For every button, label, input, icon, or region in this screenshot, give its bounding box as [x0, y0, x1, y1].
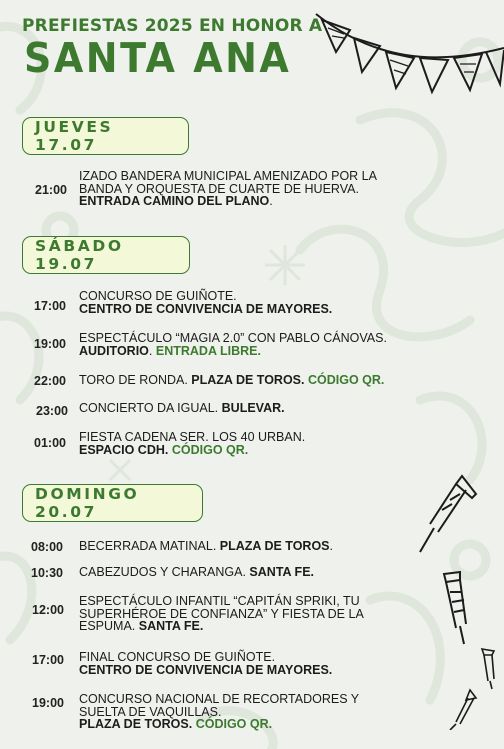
location-text: CENTRO DE CONVIVENCIA DE MAYORES. [79, 301, 333, 316]
event-description-line [79, 303, 439, 316]
day-label: JUEVES 17.07 [35, 118, 114, 154]
day-header-jueves [22, 117, 189, 155]
event-time: 10:30 [31, 566, 63, 580]
event-time: 17:00 [34, 299, 66, 313]
event-description [79, 374, 439, 387]
description-text: . [148, 343, 156, 358]
description-text: CONCURSO NACIONAL DE RECORTADORES Y [79, 692, 360, 706]
location-text: AUDITORIO [79, 343, 149, 358]
day-header-domingo [22, 484, 203, 522]
description-text: BANDA Y ORQUESTA DE CUARTE DE HUERVA. [79, 181, 359, 196]
location-text: ESPACIO CDH. [79, 442, 172, 457]
rocket-icon [448, 686, 478, 730]
location-text: SANTA FE. [249, 565, 315, 579]
location-text: ENTRADA CAMINO DEL PLANO [79, 194, 270, 208]
day-header-sabado [22, 236, 190, 274]
page-title: SANTA ANA [24, 34, 292, 82]
description-text: CABEZUDOS Y CHARANGA. [79, 565, 250, 579]
event-description-line [79, 402, 439, 415]
highlight-text: CÓDIGO QR. [307, 373, 385, 387]
highlight-text: CÓDIGO QR. [171, 442, 249, 457]
event-description [79, 693, 439, 731]
event-description [79, 332, 439, 357]
event-description [79, 431, 439, 456]
rocket-icon [436, 568, 476, 648]
event-time: 22:00 [34, 374, 66, 388]
event-description-line [79, 374, 439, 387]
description-text: ESPECTÁCULO INFANTIL “CAPITÁN SPRIKI, TU [79, 594, 360, 608]
event-description-line [79, 718, 439, 731]
event-description [79, 540, 439, 553]
rocket-icon [478, 645, 504, 691]
event-description [79, 651, 439, 676]
event-time: 23:00 [36, 404, 68, 418]
event-description-line [79, 664, 439, 677]
location-text: BULEVAR. [221, 401, 285, 415]
description-text: ESPUMA. [79, 619, 139, 633]
description-text: . [329, 539, 333, 553]
event-description [79, 290, 439, 315]
event-time: 12:00 [32, 603, 64, 617]
event-description-line [79, 444, 439, 457]
description-text: CONCIERTO DA IGUAL. [79, 401, 222, 415]
event-time: 01:00 [34, 436, 66, 450]
event-description [79, 170, 439, 208]
event-time: 19:00 [32, 696, 64, 710]
description-text: CONCURSO DE GUIÑOTE. [79, 289, 237, 303]
location-text: PLAZA DE TOROS. [191, 373, 308, 387]
description-text: IZADO BANDERA MUNICIPAL AMENIZADO POR LA [79, 169, 377, 183]
description-text: SUELTA DE VAQUILLAS. [79, 704, 222, 719]
highlight-text: ENTRADA LIBRE. [155, 343, 261, 358]
location-text: PLAZA DE TOROS [219, 539, 330, 553]
description-text: ESPECTÁCULO “MAGIA 2.0” CON PABLO CÁNOVAS. [79, 331, 387, 345]
event-description-line [79, 345, 439, 358]
day-label: DOMINGO 20.07 [35, 485, 140, 521]
event-time: 19:00 [34, 337, 66, 351]
event-description [79, 566, 439, 579]
event-time: 17:00 [32, 653, 64, 667]
event-time: 08:00 [31, 540, 63, 554]
event-description-line [79, 540, 439, 553]
bunting-flags-icon [314, 0, 504, 100]
description-text: FINAL CONCURSO DE GUIÑOTE. [79, 650, 276, 664]
event-description-line [79, 566, 439, 579]
header-subtitle: PREFIESTAS 2025 EN HONOR A [22, 16, 323, 36]
event-description-line [79, 620, 439, 633]
event-description [79, 595, 439, 633]
location-text: CENTRO DE CONVIVENCIA DE MAYORES. [79, 662, 333, 677]
event-description-line [79, 195, 439, 208]
location-text: PLAZA DE TOROS. [79, 717, 196, 731]
description-text: BECERRADA MATINAL. [79, 539, 220, 553]
description-text: SUPERHÉROE DE CONFIANZA” Y FIESTA DE LA [79, 606, 364, 621]
day-label: SÁBADO 19.07 [35, 237, 124, 273]
description-text: . [269, 194, 273, 208]
description-text: TORO DE RONDA. [79, 373, 192, 387]
highlight-text: CÓDIGO QR. [195, 717, 273, 731]
description-text: FIESTA CADENA SER. LOS 40 URBAN. [79, 430, 306, 444]
location-text: SANTA FE. [138, 619, 204, 633]
event-description [79, 402, 439, 415]
event-time: 21:00 [35, 183, 67, 197]
